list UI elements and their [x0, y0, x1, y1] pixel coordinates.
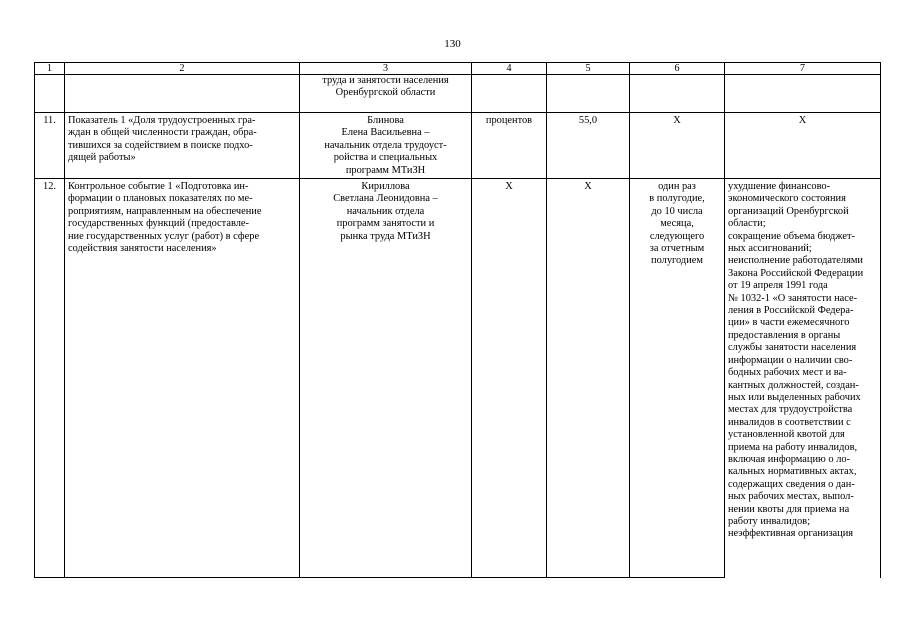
- header-row: [35, 63, 881, 75]
- risk-cell: [725, 179, 881, 578]
- table-row: [35, 113, 881, 179]
- text-line: Закона Российской Федерации: [728, 267, 864, 279]
- text-line: ции» в части ежемесячного: [728, 317, 850, 329]
- text-line: бодных рабочих мест и ва-: [728, 367, 847, 379]
- text-line: содержащих сведения о дан-: [728, 478, 855, 490]
- text-line: ных ассигнований;: [728, 243, 812, 255]
- text-line: неисполнение работодателями: [728, 255, 863, 267]
- text-line: Блинова: [367, 115, 404, 126]
- text-line: программ МТиЗН: [345, 164, 426, 176]
- risk-cell: [725, 113, 881, 179]
- text-line: Х: [673, 115, 681, 126]
- text-line: роприятиям, направленным на обеспечение: [68, 205, 262, 217]
- text-line: ления в Российской Федера-: [728, 305, 854, 317]
- continuation-row: [35, 75, 881, 113]
- event-description: [65, 179, 300, 578]
- responsible-person: [300, 113, 472, 179]
- text-line: тившихся за содействием в поиске подхо-: [68, 139, 253, 151]
- text-line: один раз: [658, 181, 696, 192]
- text-line: ждан в общей численности граждан, обра-: [68, 127, 257, 139]
- text-line: предоставления в органы: [728, 329, 841, 341]
- text-line: сокращение объема бюджет-: [728, 230, 855, 242]
- header-cell-6: 6: [630, 63, 725, 75]
- deadline-cell: [630, 113, 725, 179]
- row-number: 12.: [35, 179, 65, 578]
- header-cell-1: 1: [35, 63, 65, 75]
- row-number: 11.: [35, 113, 65, 179]
- cont-col3-line: труда и занятости населения: [322, 75, 449, 86]
- header-cell-4: 4: [472, 63, 547, 75]
- text-line: организаций Оренбургской: [728, 205, 849, 217]
- text-line: в полугодие,: [649, 193, 705, 205]
- text-line: нении квоты для приема на: [728, 503, 850, 515]
- text-line: месяца,: [660, 218, 694, 230]
- text-line: Светлана Леонидовна –: [333, 193, 438, 205]
- text-line: дящей работы»: [68, 152, 136, 164]
- cont-cell-4: [472, 75, 547, 113]
- table-row: [35, 179, 881, 578]
- text-line: следующего: [649, 230, 705, 242]
- text-line: № 1032-1 «О занятости насе-: [728, 292, 858, 304]
- cont-cell-7: [725, 75, 881, 113]
- responsible-person: [300, 179, 472, 578]
- header-cell-3: 3: [300, 63, 472, 75]
- text-line: от 19 апреля 1991 года: [728, 280, 828, 292]
- text-line: рынка труда МТиЗН: [340, 230, 431, 242]
- text-line: до 10 числа: [651, 205, 703, 217]
- text-line: инвалидов в соответствии с: [728, 416, 851, 428]
- text-line: работу инвалидов;: [728, 515, 810, 527]
- text-line: информации о наличии сво-: [728, 354, 853, 366]
- text-line: полугодием: [651, 255, 703, 267]
- text-line: службы занятости населения: [728, 342, 857, 354]
- text-line: формации о плановых показателях по ме-: [68, 193, 253, 205]
- page-number: 130: [444, 38, 461, 50]
- text-line: содействия занятости населения»: [68, 243, 217, 255]
- text-line: области;: [728, 218, 766, 230]
- unit-cell: процентов: [472, 113, 547, 179]
- header-cell-7: 7: [725, 63, 881, 75]
- text-line: ных рабочих местах, выпол-: [728, 491, 854, 503]
- text-line: ных или выделенных рабочих: [728, 391, 861, 403]
- text-line: включая информацию о ло-: [728, 453, 851, 465]
- value-cell: 55,0: [547, 113, 630, 179]
- cont-cell-2: [65, 75, 300, 113]
- text-line: неэффективная организация: [728, 528, 854, 540]
- text-line: установленной квотой для: [728, 429, 845, 441]
- text-line: Показатель 1 «Доля трудоустроенных гра-: [68, 115, 256, 126]
- text-line: ние государственных услуг (работ) в сфере: [68, 230, 260, 242]
- text-line: кальных нормативных актах,: [728, 466, 857, 478]
- header-cell-2: 2: [65, 63, 300, 75]
- text-line: ройства и специальных: [333, 152, 438, 164]
- cont-cell-3: [300, 75, 472, 113]
- text-line: приема на работу инвалидов,: [728, 441, 858, 453]
- text-line: экономического состояния: [728, 193, 846, 205]
- cont-cell-1: [35, 75, 65, 113]
- text-line: Елена Васильевна –: [341, 127, 430, 139]
- text-line: Контрольное событие 1 «Подготовка ин-: [68, 181, 249, 192]
- text-line: программ занятости и: [336, 218, 435, 230]
- text-line: начальник отдела трудоуст-: [324, 139, 447, 151]
- cont-col3-line: Оренбургской области: [335, 87, 436, 99]
- text-line: ухудшение финансово-: [728, 181, 831, 192]
- event-description: [65, 113, 300, 179]
- cont-cell-6: [630, 75, 725, 113]
- unit-cell: Х: [472, 179, 547, 578]
- text-line: местах для трудоустройства: [728, 404, 853, 416]
- text-line: кантных должностей, создан-: [728, 379, 859, 391]
- deadline-cell: [630, 179, 725, 578]
- plan-table: [34, 62, 881, 578]
- text-line: за отчетным: [649, 243, 705, 255]
- text-line: Кириллова: [361, 181, 410, 192]
- text-line: государственных функций (предоставле-: [68, 218, 249, 230]
- cont-cell-5: [547, 75, 630, 113]
- text-line: начальник отдела: [346, 205, 425, 217]
- header-cell-5: 5: [547, 63, 630, 75]
- value-cell: Х: [547, 179, 630, 578]
- text-line: Х: [798, 115, 807, 126]
